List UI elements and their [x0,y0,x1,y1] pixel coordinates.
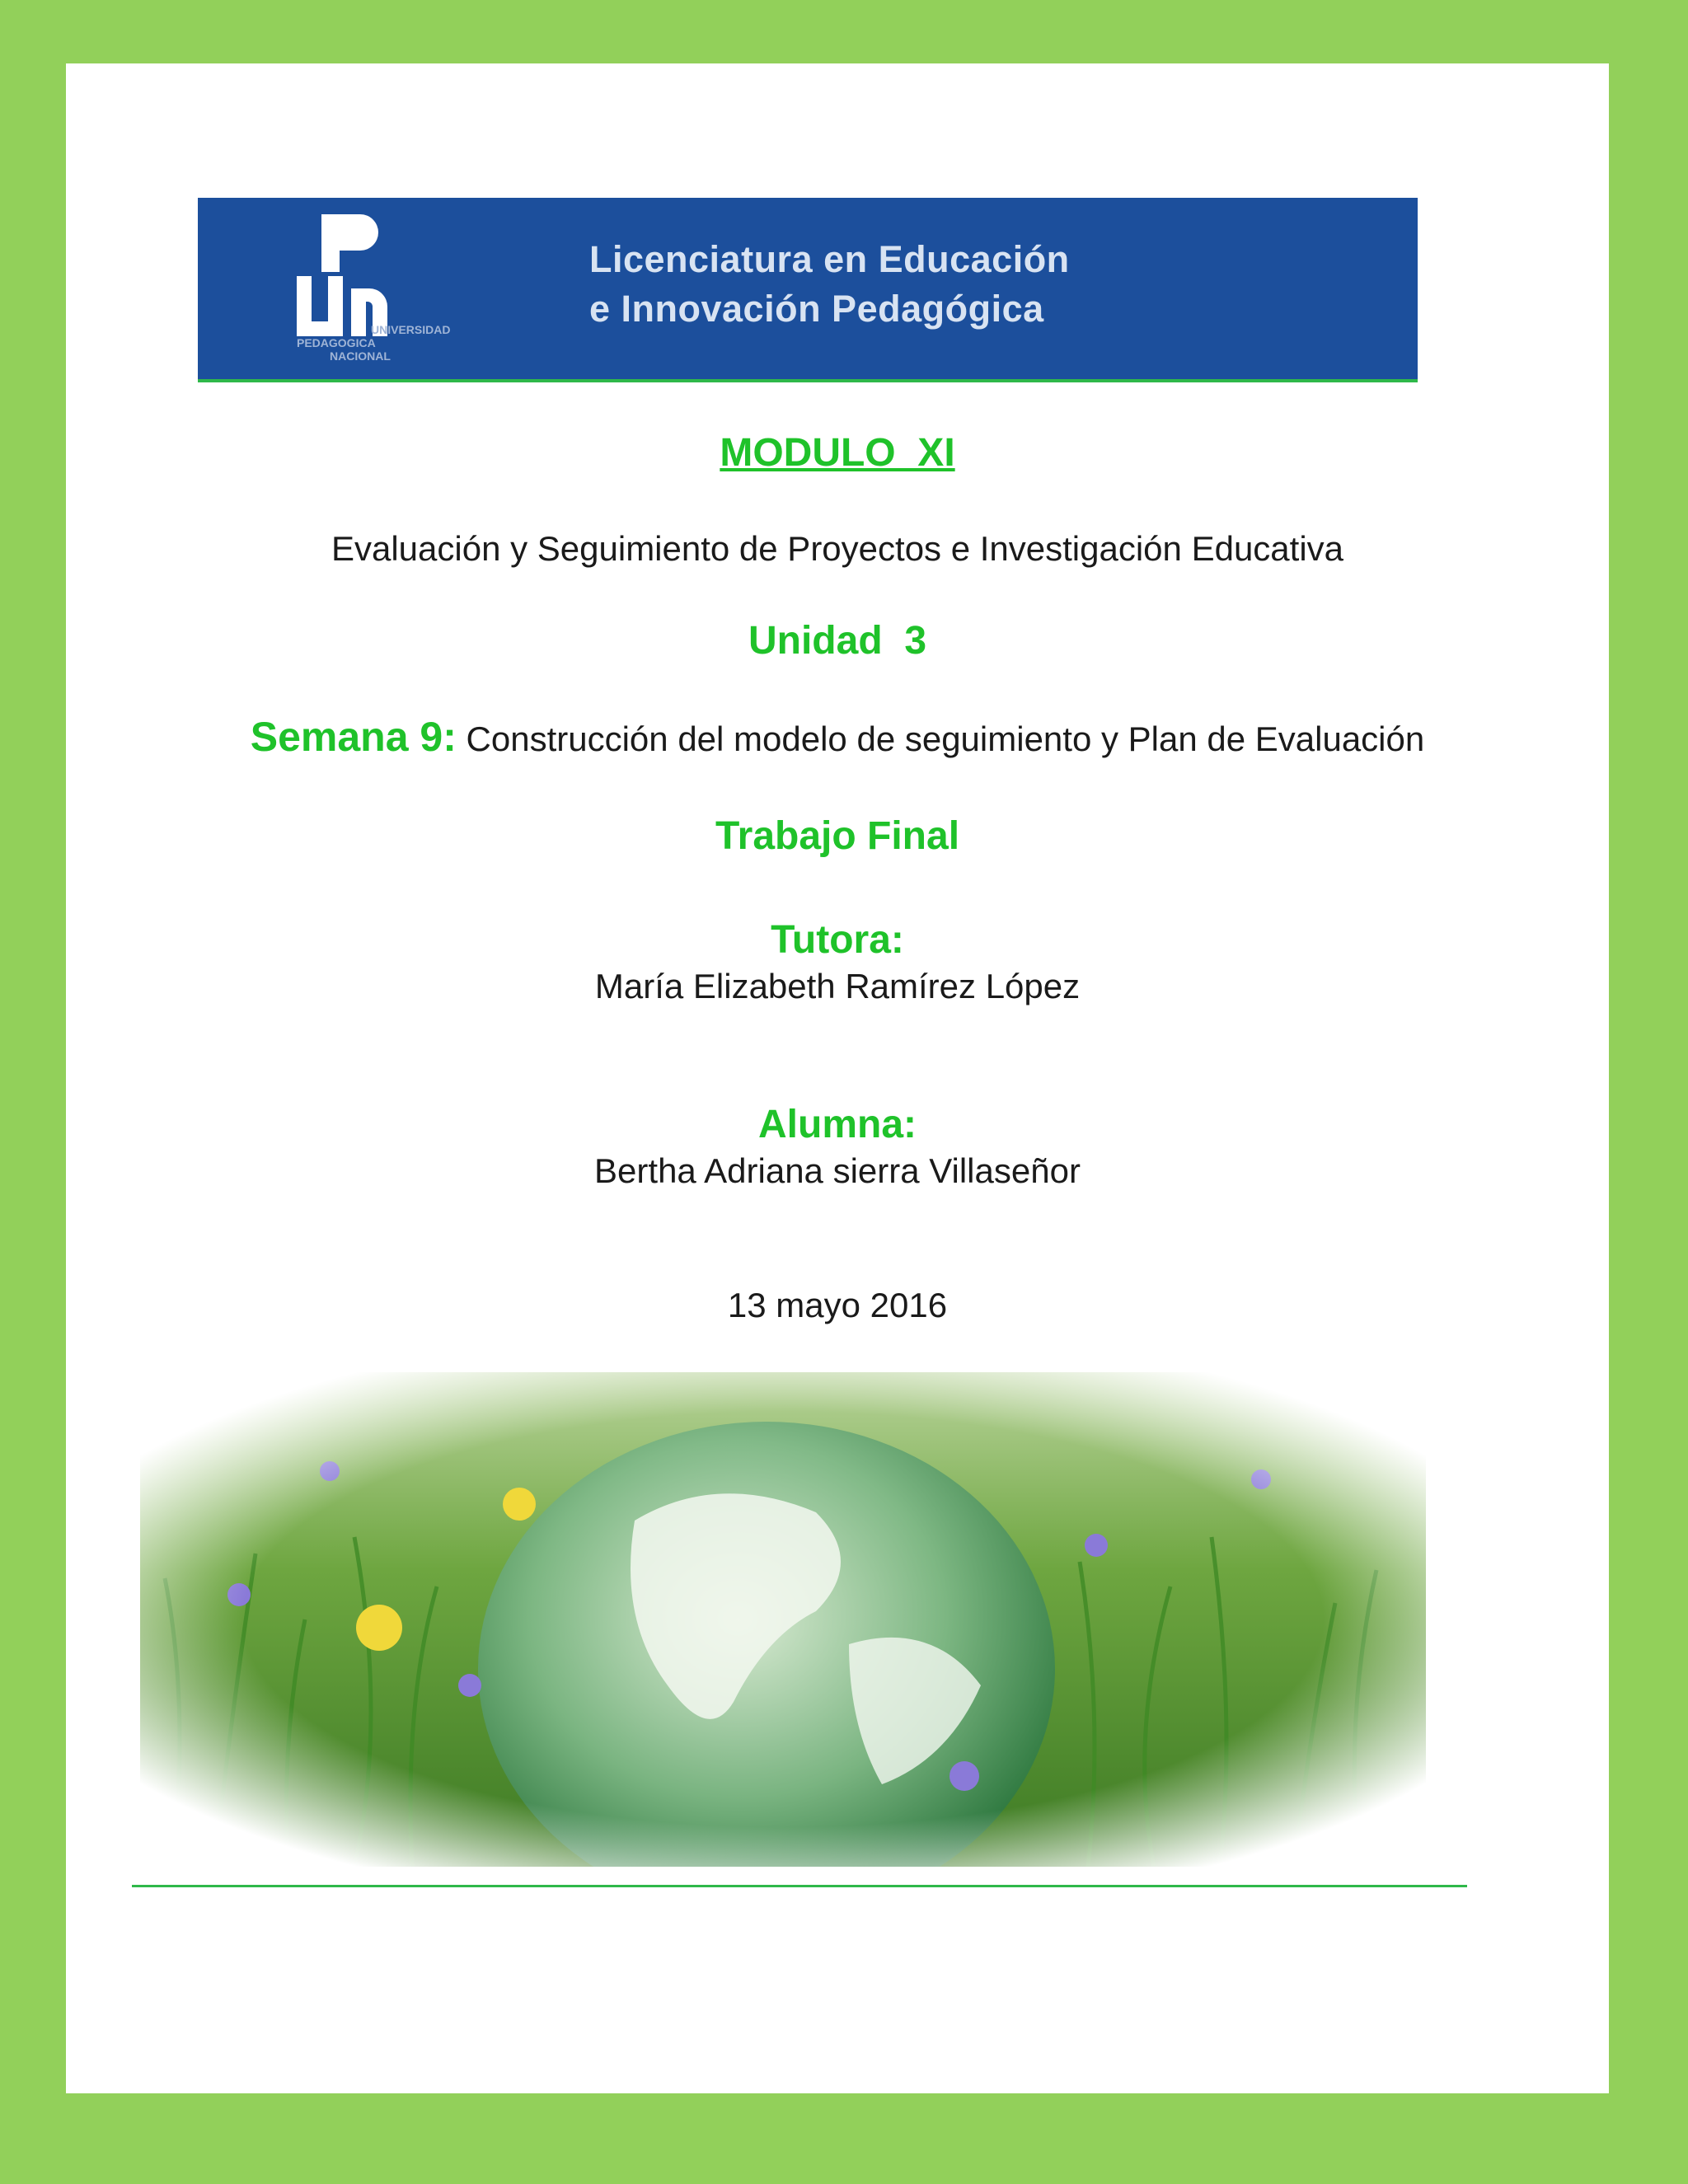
program-title-line2: e Innovación Pedagógica [589,288,1044,330]
logo-text-line2: PEDAGOGICA [297,336,376,349]
week-text: Construcción del modelo de seguimiento y Plan de Evaluación [456,719,1425,758]
module-title: MODULO XI [720,431,955,475]
module-subtitle: Evaluación y Seguimiento de Proyectos e Investigación Educativa [331,529,1344,568]
logo-text-line3: NACIONAL [330,349,391,363]
work-title: Trabajo Final [715,814,960,858]
program-title-line1: Licenciatura en Educación [589,238,1070,280]
student-label: Alumna: [758,1103,917,1146]
week-line [66,713,1609,761]
program-title [589,235,1070,334]
tutor-name: María Elizabeth Ramírez López [594,967,1081,1005]
week-label: Semana 9: [250,714,457,760]
tutor-label: Tutora: [771,918,904,962]
upn-logo [280,210,470,371]
unit-label: Unidad 3 [748,619,927,663]
date: 13 mayo 2016 [727,1286,948,1324]
logo-text-line1: UNIVERSIDAD [371,323,451,336]
student-name: Bertha Adriana sierra Villaseñor [594,1151,1081,1190]
bottom-divider [132,1885,1467,1887]
globe-grass-image [140,1372,1426,1867]
header-banner [198,198,1418,382]
